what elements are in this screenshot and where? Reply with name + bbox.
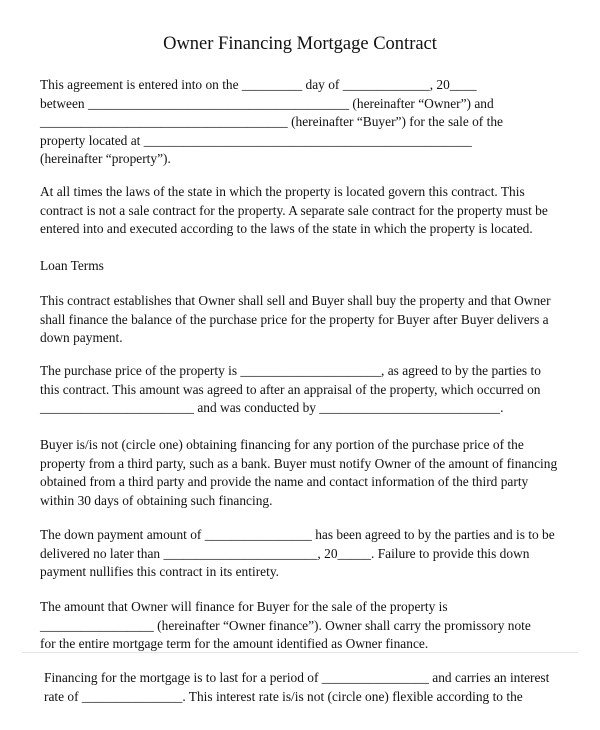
agreement-paragraph bbox=[40, 76, 503, 169]
owner-finance-paragraph bbox=[40, 598, 531, 654]
text-line: contract is not a sale contract for the property. A separate sale contract for the property must be bbox=[40, 202, 548, 218]
text-line: entered into and executed according to the laws of the state in which the property is located. bbox=[40, 221, 533, 236]
text-line: rate of _______________. This interest rate is/is not (circle one) flexible according to the bbox=[44, 688, 523, 704]
section-heading: Loan Terms bbox=[40, 258, 104, 273]
text-line: The down payment amount of ________________ has been agreed to by the parties and is to be bbox=[40, 527, 555, 542]
text-line: The amount that Owner will finance for Buyer for the sale of the property is bbox=[40, 599, 448, 614]
down-payment-paragraph bbox=[40, 526, 555, 582]
text-line: Buyer is/is not (circle one) obtaining financing for any portion of the purchase price of the bbox=[40, 437, 524, 452]
governing-law-paragraph bbox=[40, 183, 548, 239]
text-line: _________________ (hereinafter “Owner finance”). Owner shall carry the promissory note bbox=[40, 617, 531, 633]
purchase-price-paragraph bbox=[40, 362, 541, 418]
text-line: property from a third party, such as a bank. Buyer must notify Owner of the amount of financing bbox=[40, 455, 558, 471]
text-line: The purchase price of the property is _____________________, as agreed to by the parties to bbox=[40, 363, 541, 378]
text-line: _____________________________________ (hereinafter “Buyer”) for the sale of the bbox=[40, 114, 503, 129]
text-line: this contract. This amount was agreed to after an appraisal of the property, which occurred on bbox=[40, 381, 541, 397]
text-line: between _______________________________________ (hereinafter “Owner”) and bbox=[40, 95, 494, 111]
text-line: delivered no later than _______________________, 20_____. Failure to provide this down bbox=[40, 545, 530, 561]
third-party-financing-paragraph bbox=[40, 436, 557, 510]
text-line: for the entire mortgage term for the amount identified as Owner finance. bbox=[40, 636, 429, 651]
financing-period-paragraph bbox=[44, 669, 549, 706]
text-line: (hereinafter “property”). bbox=[40, 151, 171, 166]
text-line: obtained from a third party and provide the name and contact information of the third party bbox=[40, 474, 529, 489]
text-line: This contract establishes that Owner shall sell and Buyer shall buy the property and that Owner bbox=[40, 293, 551, 308]
text-line: Financing for the mortgage is to last for a period of ________________ and carries an interest bbox=[44, 670, 550, 685]
loan-terms-heading bbox=[40, 257, 104, 276]
page-title: Owner Financing Mortgage Contract bbox=[163, 34, 437, 54]
text-line: At all times the laws of the state in which the property is located govern this contract. This bbox=[40, 184, 525, 199]
text-line: down payment. bbox=[40, 330, 123, 345]
contract-purpose-paragraph bbox=[40, 292, 551, 348]
text-line: shall finance the balance of the purchase price for the property for Buyer after Buyer delivers a bbox=[40, 311, 549, 327]
text-line: This agreement is entered into on the _________ day of _____________, 20____ bbox=[40, 77, 477, 92]
text-line: property located at _________________________________________________ bbox=[40, 132, 472, 148]
text-line: payment nullifies this contract in its entirety. bbox=[40, 564, 279, 579]
text-line: _______________________ and was conducted by ___________________________. bbox=[40, 400, 504, 415]
page-divider bbox=[22, 652, 578, 653]
text-line: within 30 days of obtaining such financing. bbox=[40, 492, 273, 508]
